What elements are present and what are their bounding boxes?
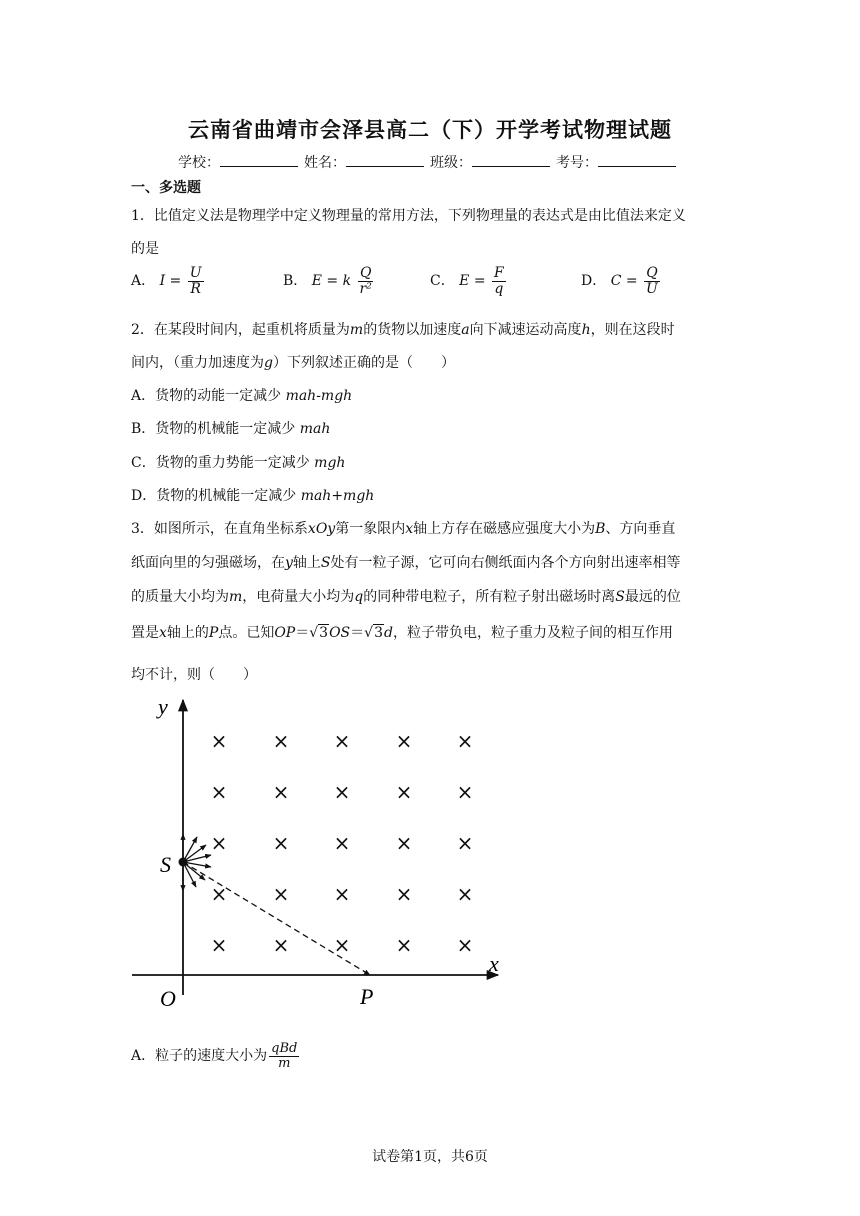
q2-b-text: B．货物的机械能一定减少 xyxy=(131,421,300,437)
q1-option-d-label: D． xyxy=(581,273,607,290)
field-cross-mark: × xyxy=(210,729,228,753)
q2-d-expr: mah+mgh xyxy=(300,488,375,504)
q1-c-num: F xyxy=(494,265,504,281)
q3-a-fraction xyxy=(269,1042,299,1070)
q2-var-m: m xyxy=(349,322,364,338)
q2-text: 2．在某段时间内，起重机将质量为 xyxy=(131,322,350,338)
q1-option-d-lhs: C = xyxy=(610,273,638,290)
q1-option-a xyxy=(131,266,206,296)
field-cross-mark: × xyxy=(456,933,474,957)
field-cross-mark: × xyxy=(272,882,290,906)
q3-stem-line2 xyxy=(131,552,681,572)
field-cross-mark: × xyxy=(333,780,351,804)
magnetic-field-figure xyxy=(120,690,510,1020)
q1-b-den: r² xyxy=(359,280,372,297)
q3-text: 轴上方存在磁感应强度大小为 xyxy=(413,521,596,537)
q3-var-q: q xyxy=(354,589,364,605)
q3-var-xoy: xOy xyxy=(307,521,336,537)
x-axis-label: x xyxy=(489,951,499,976)
q2-b-expr: mah xyxy=(299,421,331,437)
q2-c-text: C．货物的重力势能一定减少 xyxy=(131,455,315,471)
page-footer: 试卷第1页，共6页 xyxy=(372,1149,488,1165)
q2-option-b xyxy=(131,418,330,438)
q3-text: ，电荷量大小均为 xyxy=(242,589,355,605)
q3-var-p: P xyxy=(208,625,219,641)
q1-option-a-label: A． xyxy=(131,273,156,290)
q3-text: 点。已知 xyxy=(218,625,275,641)
q2-option-d xyxy=(131,485,374,505)
q3-text: 3．如图所示，在直角坐标系 xyxy=(131,521,308,537)
q3-var-x: x xyxy=(159,625,167,641)
particle-source-dot xyxy=(179,858,188,867)
q3-var-s: S xyxy=(320,555,331,571)
q1-c-den: q xyxy=(494,280,504,297)
field-cross-mark: × xyxy=(210,933,228,957)
origin-label: O xyxy=(160,986,176,1011)
q1-option-c-label: C． xyxy=(430,273,455,290)
q3-a-den: m xyxy=(278,1055,291,1071)
info-school-label: 学校： xyxy=(178,155,220,171)
q2-text: ）下列叙述正确的是（ ） xyxy=(272,355,455,371)
q1-option-c xyxy=(430,266,508,296)
field-cross-mark: × xyxy=(395,882,413,906)
info-exam-number-label: 考号： xyxy=(556,155,598,171)
q1-option-a-lhs: I = xyxy=(159,273,182,290)
field-cross-mark: × xyxy=(395,831,413,855)
info-exam-number-blank xyxy=(598,152,676,167)
q3-sqrt-radicand: 3 xyxy=(319,625,329,641)
q2-option-a xyxy=(131,385,352,405)
q1-option-a-fraction xyxy=(188,266,204,296)
dashed-trajectory xyxy=(183,862,370,975)
q2-a-text: A．货物的动能一定减少 xyxy=(131,388,286,404)
q3-stem-line3 xyxy=(131,586,681,606)
field-cross-mark: × xyxy=(456,780,474,804)
q3-text: 的同种带电粒子，所有粒子射出磁场时离 xyxy=(363,589,616,605)
q1-option-d xyxy=(581,266,662,296)
field-cross-mark: × xyxy=(456,831,474,855)
q1-d-den: U xyxy=(646,280,658,297)
q3-text: 的质量大小均为 xyxy=(131,589,229,605)
q3-text: 最远的位 xyxy=(624,589,681,605)
point-s-label: S xyxy=(160,852,171,877)
y-axis-label: y xyxy=(158,694,168,719)
info-class-blank xyxy=(472,152,550,167)
q3-a-text: A．粒子的速度大小为 xyxy=(131,1048,268,1065)
q3-equals: ＝ xyxy=(295,625,310,641)
q2-text: ，则在这段时 xyxy=(590,322,675,338)
q1-stem-line2: 的是 xyxy=(131,241,159,257)
info-class-label: 班级： xyxy=(430,155,472,171)
q1-d-num: Q xyxy=(646,265,658,281)
field-cross-mark: × xyxy=(456,729,474,753)
sqrt-symbol: √3 xyxy=(364,625,383,641)
q3-sqrt-radicand: 3 xyxy=(374,625,383,641)
q2-option-c xyxy=(131,452,345,472)
field-cross-mark: × xyxy=(210,831,228,855)
field-cross-mark: × xyxy=(395,729,413,753)
q3-var-b: B xyxy=(595,521,606,537)
field-cross-mark: × xyxy=(395,780,413,804)
q3-text: 轴上 xyxy=(292,555,321,571)
field-cross-mark: × xyxy=(272,729,290,753)
field-cross-mark: × xyxy=(395,933,413,957)
point-p-label: P xyxy=(360,984,374,1009)
q3-text: 纸面向里的匀强磁场，在 xyxy=(131,555,285,571)
q2-text: 间内，（重力加速度为 xyxy=(131,355,264,371)
q1-option-b-fraction xyxy=(358,266,374,296)
q3-var-os: OS xyxy=(329,625,351,641)
field-cross-mark: × xyxy=(210,882,228,906)
q3-var-d: d xyxy=(384,625,393,641)
q3-equals: ＝ xyxy=(350,625,365,641)
info-name-label: 姓名： xyxy=(304,155,346,171)
q3-text: 轴上的 xyxy=(166,625,209,641)
sqrt-symbol: √3 xyxy=(309,625,329,641)
field-cross-mark: × xyxy=(333,933,351,957)
q1-a-den: R xyxy=(190,280,201,297)
q3-stem-line4 xyxy=(131,622,673,642)
info-school-blank xyxy=(220,152,298,167)
q3-var-y: y xyxy=(285,555,293,571)
field-cross-mark: × xyxy=(272,933,290,957)
q1-option-b-label: B． xyxy=(283,273,308,290)
field-crosses xyxy=(211,729,474,957)
q2-var-a: a xyxy=(461,322,470,338)
page-title: 云南省曲靖市会泽县高二（下）开学考试物理试题 xyxy=(188,117,672,142)
q2-var-g: g xyxy=(264,355,273,371)
q3-a-num: qBd xyxy=(271,1041,298,1056)
field-cross-mark: × xyxy=(333,882,351,906)
field-cross-mark: × xyxy=(272,780,290,804)
q3-text: 置是 xyxy=(131,625,159,641)
q2-c-expr: mgh xyxy=(314,455,346,471)
q1-option-b-lhs: E = k xyxy=(311,273,352,290)
q3-text: 、方向垂直 xyxy=(605,521,676,537)
q2-a-expr: mah-mgh xyxy=(285,388,353,404)
q2-stem-line1 xyxy=(131,319,675,339)
field-cross-mark: × xyxy=(272,831,290,855)
q1-b-num: Q xyxy=(359,265,372,281)
q1-option-c-fraction xyxy=(492,266,506,296)
q1-option-d-fraction xyxy=(644,266,660,296)
q2-stem-line2 xyxy=(131,352,455,372)
field-cross-mark: × xyxy=(333,831,351,855)
section-heading: 一、多选题 xyxy=(131,180,201,196)
q3-text: ，粒子带负电，粒子重力及粒子间的相互作用 xyxy=(392,625,673,641)
q3-stem-line5: 均不计，则（ ） xyxy=(131,667,257,683)
field-cross-mark: × xyxy=(456,882,474,906)
q2-var-h: h xyxy=(581,322,591,338)
student-info-fields xyxy=(178,152,682,172)
q3-text: 第一象限内 xyxy=(335,521,406,537)
q1-option-c-lhs: E = xyxy=(459,273,486,290)
q3-text: 处有一粒子源，它可向右侧纸面内各个方向射出速率相等 xyxy=(330,555,681,571)
q3-var-op: OP xyxy=(274,625,296,641)
q3-var-s: S xyxy=(615,589,625,605)
q2-d-text: D．货物的机械能一定减少 xyxy=(131,488,301,504)
q2-text: 向下减速运动高度 xyxy=(469,322,582,338)
q1-option-b xyxy=(283,266,376,296)
q3-var-x: x xyxy=(405,521,414,537)
q2-text: 的货物以加速度 xyxy=(363,322,462,338)
q1-a-num: U xyxy=(189,265,202,281)
field-cross-mark: × xyxy=(210,780,228,804)
q3-stem-line1 xyxy=(131,518,675,538)
q1-stem-line1: 1．比值定义法是物理学中定义物理量的常用方法，下列物理量的表达式是由比值法来定义 xyxy=(131,208,686,224)
field-cross-mark: × xyxy=(333,729,351,753)
q3-option-a xyxy=(131,1042,301,1070)
info-name-blank xyxy=(346,152,424,167)
q3-var-m: m xyxy=(229,589,243,605)
